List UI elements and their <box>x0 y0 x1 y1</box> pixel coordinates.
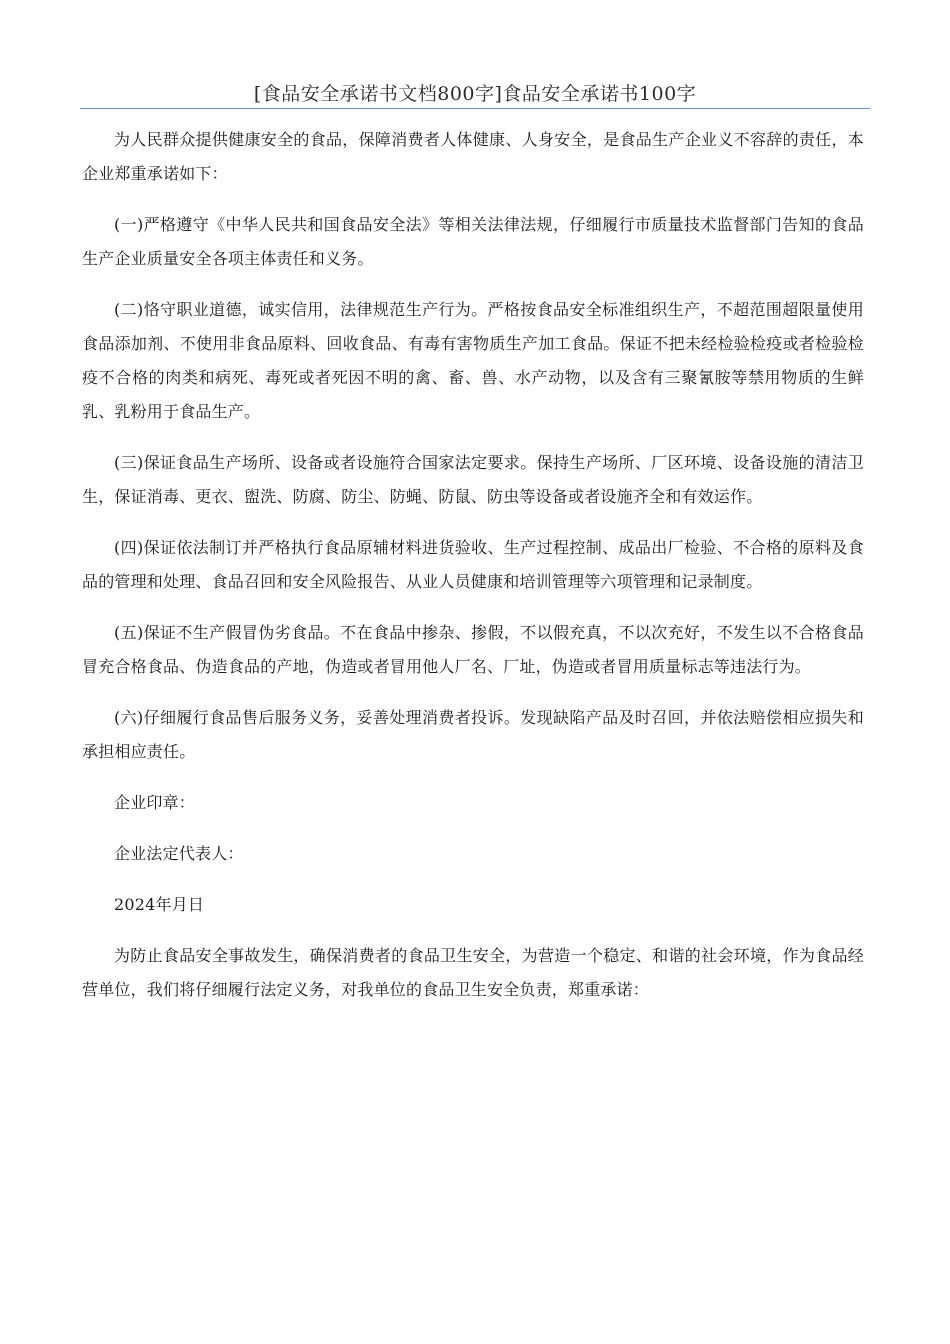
paragraph-intro: 为人民群众提供健康安全的食品，保障消费者人体健康、人身安全，是食品生产企业义不容辞的责任，本企业郑重承诺如下： <box>82 130 864 183</box>
document-title: [食品安全承诺书文档800字]食品安全承诺书100字 <box>253 83 697 105</box>
paragraph-item-5: (五)保证不生产假冒伪劣食品。不在食品中掺杂、掺假，不以假充真，不以次充好，不发生以不合格食品冒充合格食品、伪造食品的产地，伪造或者冒用他人厂名、厂址，伪造或者冒用质量标志等违法行为。 <box>82 623 864 676</box>
legal-representative-line: 企业法定代表人： <box>114 844 244 863</box>
paragraph-item-6: (六)仔细履行食品售后服务义务，妥善处理消费者投诉。发现缺陷产品及时召回，并依法赔偿相应损失和承担相应责任。 <box>82 708 864 761</box>
title-divider <box>80 108 870 109</box>
document-body <box>82 123 864 1024</box>
paragraph-item-1: (一)严格遵守《中华人民共和国食品安全法》等相关法律法规，仔细履行市质量技术监督部门告知的食品生产企业质量安全各项主体责任和义务。 <box>82 215 864 268</box>
paragraph-second-pledge: 为防止食品安全事故发生，确保消费者的食品卫生安全，为营造一个稳定、和谐的社会环境，作为食品经营单位，我们将仔细履行法定义务，对我单位的食品卫生安全负责，郑重承诺： <box>82 946 864 999</box>
company-seal-line: 企业印章： <box>114 793 196 812</box>
date-line: 2024年月日 <box>114 895 205 914</box>
paragraph-item-4: (四)保证依法制订并严格执行食品原辅材料进货验收、生产过程控制、成品出厂检验、不合格的原料及食品的管理和处理、食品召回和安全风险报告、从业人员健康和培训管理等六项管理和记录制度。 <box>82 538 864 591</box>
paragraph-item-3: (三)保证食品生产场所、设备或者设施符合国家法定要求。保持生产场所、厂区环境、设备设施的清洁卫生，保证消毒、更衣、盥洗、防腐、防尘、防蝇、防鼠、防虫等设备或者设施齐全和有效运作。 <box>82 453 864 506</box>
paragraph-item-2: (二)恪守职业道德，诚实信用，法律规范生产行为。严格按食品安全标准组织生产，不超范围超限量使用食品添加剂、不使用非食品原料、回收食品、有毒有害物质生产加工食品。保证不把未经检验检疫或者检验检疫不合格的肉类和病死、毒死或者死因不明的禽、畜、兽、水产动物，以及含有三聚氰胺等禁用物质的生鲜乳、乳粉用于食品生产。 <box>82 300 864 421</box>
